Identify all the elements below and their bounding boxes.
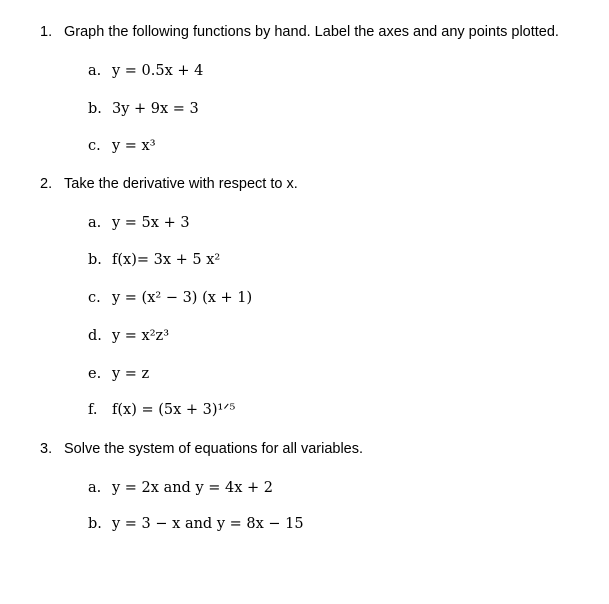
question-3-part-b — [88, 516, 304, 532]
question-number: 3. — [40, 441, 53, 457]
question-2-part-c — [88, 290, 252, 306]
question-2-part-e — [88, 366, 149, 382]
question-1-part-a — [88, 63, 203, 79]
part-letter: b. — [88, 516, 102, 532]
question-number: 1. — [40, 24, 53, 40]
question-3-part-a — [88, 480, 273, 496]
question-1-part-b — [88, 101, 199, 117]
part-expression: y = 2x and y = 4x + 2 — [112, 480, 274, 496]
part-expression: y = 5x + 3 — [112, 215, 190, 231]
question-text: Solve the system of equations for all variables. — [64, 441, 364, 457]
part-letter: a. — [88, 480, 102, 496]
part-letter: e. — [88, 366, 102, 382]
part-expression: y = 0.5x + 4 — [112, 63, 204, 79]
question-2 — [40, 176, 298, 192]
part-letter: a. — [88, 215, 102, 231]
part-expression: f(x) = (5x + 3)¹ᐟ⁵ — [112, 402, 236, 418]
question-1-part-c — [88, 138, 156, 154]
question-3 — [40, 441, 363, 457]
question-2-part-a — [88, 215, 190, 231]
part-letter: a. — [88, 63, 102, 79]
question-number: 2. — [40, 176, 53, 192]
part-letter: c. — [88, 138, 101, 154]
part-expression: y = x²z³ — [112, 328, 170, 344]
question-2-part-d — [88, 328, 169, 344]
part-letter: b. — [88, 252, 102, 268]
part-expression: 3y + 9x = 3 — [112, 101, 199, 117]
question-2-part-b — [88, 252, 220, 268]
part-letter: b. — [88, 101, 102, 117]
part-letter: f. — [88, 402, 98, 418]
part-expression: y = z — [112, 366, 150, 382]
question-2-part-f — [88, 402, 235, 418]
part-expression: y = 3 − x and y = 8x − 15 — [112, 516, 304, 532]
part-expression: y = x³ — [112, 138, 156, 154]
question-1 — [40, 24, 559, 40]
question-text: Take the derivative with respect to x. — [64, 176, 298, 192]
part-expression: f(x)= 3x + 5 x² — [112, 252, 221, 268]
part-letter: d. — [88, 328, 102, 344]
question-text: Graph the following functions by hand. Label the axes and any points plotted. — [64, 24, 559, 40]
part-letter: c. — [88, 290, 101, 306]
part-expression: y = (x² − 3) (x + 1) — [112, 290, 253, 306]
